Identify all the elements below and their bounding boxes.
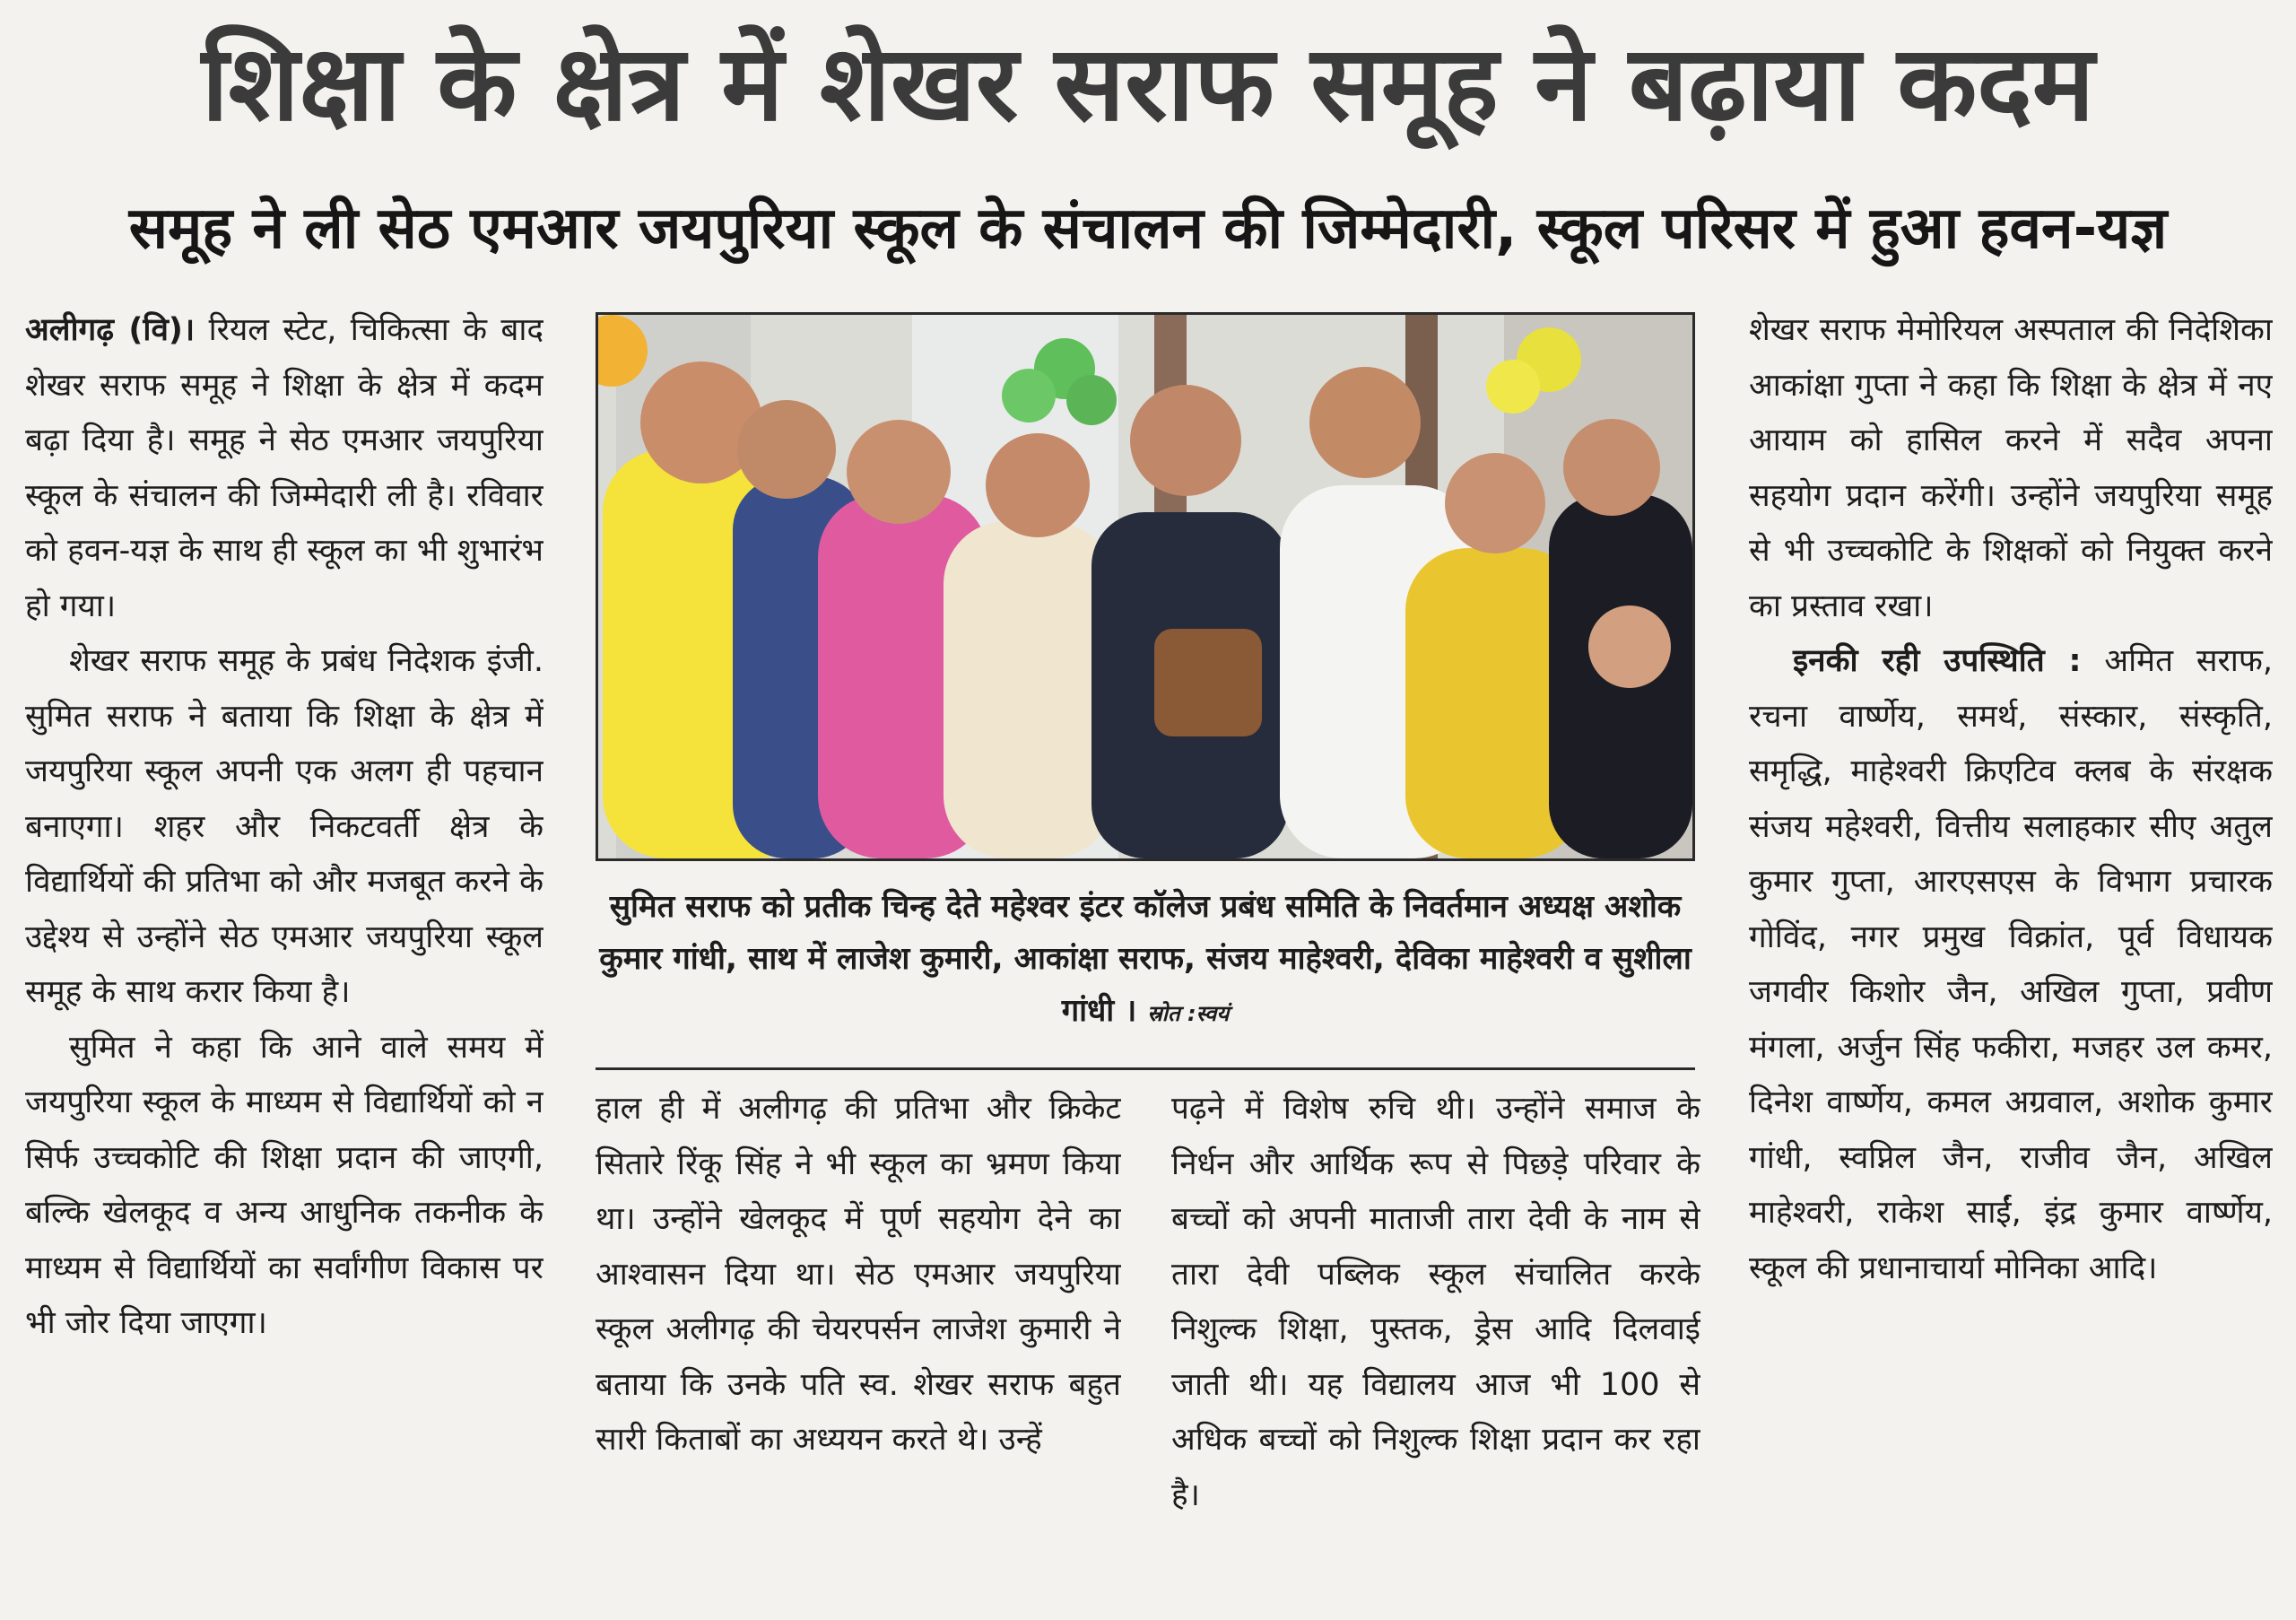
paragraph-2: शेखर सराफ समूह के प्रबंध निदेशक इंजी. सुमित सराफ ने बताया कि शिक्षा के क्षेत्र में जयपुरिया स्कूल अपनी एक अलग ही पहचान बनाएगा। शहर और निकटवर्ती क्षेत्र के विद्यार्थियों की प्रतिभा को और मजबूत करने के उद्देश्य से उन्होंने सेठ एमआर जयपुरिया स्कूल समूह के साथ करार किया है। <box>25 643 544 1010</box>
paragraph-1 <box>25 303 544 634</box>
subheadline: समूह ने ली सेठ एमआर जयपुरिया स्कूल के संचालन की जिम्मेदारी, स्कूल परिसर में हुआ हवन-यज्ञ <box>128 196 2168 262</box>
article-column-3 <box>1171 1082 1700 1586</box>
photo-caption <box>596 881 1695 1060</box>
caption-divider <box>596 1067 1695 1070</box>
dateline: अलीगढ़ (वि)। <box>25 312 196 348</box>
attendance-label: इनकी रही उपस्थिति : <box>1793 643 2082 679</box>
paragraph-4: हाल ही में अलीगढ़ की प्रतिभा और क्रिकेट सितारे रिंकू सिंह ने भी स्कूल का भ्रमण किया था। उन्होंने खेलकूद में पूर्ण सहयोग देने का आश्वासन दिया था। सेठ एमआर जयपुरिया स्कूल अलीगढ़ की चेयरपर्सन लाजेश कुमारी ने बताया कि उनके पति स्व. शेखर सराफ बहुत सारी किताबों का अध्ययन करते थे। उन्हें <box>596 1091 1121 1458</box>
paragraph-1-text: रियल स्टेट, चिकित्सा के बाद शेखर सराफ समूह ने शिक्षा के क्षेत्र में कदम बढ़ा दिया है। समूह ने सेठ एमआर जयपुरिया स्कूल के संचालन की जिम्मेदारी ली है। रविवार को हवन-यज्ञ के साथ ही स्कूल का भी शुभारंभ हो गया। <box>25 312 544 624</box>
caption-text: सुमित सराफ को प्रतीक चिन्ह देते महेश्वर इंटर कॉलेज प्रबंध समिति के निवर्तमान अध्यक्ष अशोक कुमार गांधी, साथ में लाजेश कुमारी, आकांक्षा सराफ, संजय माहेश्वरी, देविका माहेश्वरी व सुशीला गांधी । <box>599 889 1692 1029</box>
news-photo <box>596 312 1695 861</box>
headline: शिक्षा के क्षेत्र में शेखर सराफ समूह ने बढ़ाया कदम <box>201 23 2095 144</box>
paragraph-3: सुमित ने कहा कि आने वाले समय में जयपुरिया स्कूल के माध्यम से विद्यार्थियों को न सिर्फ उच्चकोटि की शिक्षा प्रदान की जाएगी, बल्कि खेलकूद व अन्य आधुनिक तकनीक के माध्यम से विद्यार्थियों का सर्वांगीण विकास पर भी जोर दिया जाएगा। <box>25 1029 544 1341</box>
attendance-list: अमित सराफ, रचना वार्ष्णेय, समर्थ, संस्कार, संस्कृति, समृद्धि, माहेश्वरी क्रिएटिव क्लब के संरक्षक संजय महेश्वरी, वित्तीय सलाहकार सीए अतुल कुमार गुप्ता, आरएसएस के विभाग प्रचारक गोविंद, नगर प्रमुख विक्रांत, पूर्व विधायक जगवीर किशोर जैन, अखिल गुप्ता, प्रवीण मंगला, अर्जुन सिंह फकीरा, मजहर उल कमर, दिनेश वार्ष्णेय, कमल अग्रवाल, अशोक कुमार गांधी, स्वप्निल जैन, राजीव जैन, अखिल माहेश्वरी, राकेश साईं, इंद्र कुमार वार्ष्णेय, स्कूल की प्रधानाचार्या मोनिका आदि। <box>1749 643 2273 1286</box>
paragraph-5: पढ़ने में विशेष रुचि थी। उन्होंने समाज के निर्धन और आर्थिक रूप से पिछड़े परिवार के बच्चों को अपनी माताजी तारा देवी के नाम से तारा देवी पब्लिक स्कूल संचालित करके निशुल्क शिक्षा, पुस्तक, ड्रेस आदि दिलवाई जाती थी। यह विद्यालय आज भी 100 से अधिक बच्चों को निशुल्क शिक्षा प्रदान कर रहा है। <box>1171 1091 1700 1513</box>
article-column-4 <box>1749 303 2273 1586</box>
paragraph-6: शेखर सराफ मेमोरियल अस्पताल की निदेशिका आकांक्षा गुप्ता ने कहा कि शिक्षा के क्षेत्र में नए आयाम को हासिल करने में सदैव अपना सहयोग प्रदान करेंगी। उन्होंने जयपुरिया समूह से भी उच्चकोटि के शिक्षकों को नियुक्त करने का प्रस्ताव रखा। <box>1749 312 2273 624</box>
article-column-1 <box>25 303 544 1586</box>
attendance-paragraph <box>1749 634 2273 1296</box>
photo-credit: स्रोत :स्वयं <box>1147 1001 1230 1026</box>
article-column-2 <box>596 1082 1121 1586</box>
group-photo-illustration <box>598 315 1692 858</box>
